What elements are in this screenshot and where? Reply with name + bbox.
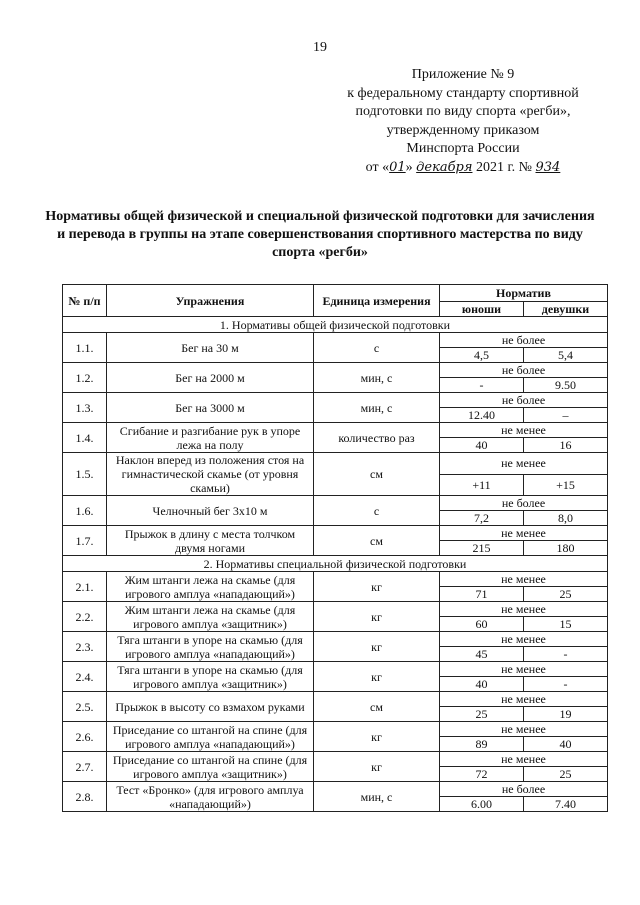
row-unit: кг: [314, 722, 440, 752]
row-female-value: -: [524, 677, 608, 692]
row-female-value: 5,4: [524, 348, 608, 363]
row-qualifier: не менее: [440, 453, 608, 475]
date-mid: »: [405, 159, 417, 175]
table-row: [63, 496, 608, 511]
row-male-value: 60: [440, 617, 524, 632]
row-exercise: Сгибание и разгибание рук в упоре лежа на полу: [107, 423, 314, 453]
section-title: 1. Нормативы общей физической подготовки: [63, 317, 608, 333]
order-date-line: [318, 159, 608, 178]
row-male-value: 71: [440, 587, 524, 602]
table-row: [63, 692, 608, 707]
row-unit: мин, с: [314, 782, 440, 812]
row-male-value: 89: [440, 737, 524, 752]
row-female-value: 7.40: [524, 797, 608, 812]
header-female: девушки: [524, 302, 608, 317]
row-exercise: Челночный бег 3x10 м: [107, 496, 314, 526]
table-row: [63, 526, 608, 541]
row-qualifier: не менее: [440, 752, 608, 767]
row-qualifier: не менее: [440, 722, 608, 737]
row-exercise: Приседание со штангой на спине (для игрового амплуа «защитник»): [107, 752, 314, 782]
date-prefix: от «: [365, 159, 390, 175]
row-number: 1.6.: [63, 496, 107, 526]
table-row: [63, 572, 608, 587]
row-female-value: 15: [524, 617, 608, 632]
document-title: Нормативы общей физической и специальной физической подготовки для зачисления и перевода в группы на этапе совершенствования спортивного мастерства по виду спорта «регби»: [45, 209, 595, 260]
row-male-value: 40: [440, 677, 524, 692]
row-male-value: +11: [440, 474, 524, 496]
header-exercise: Упражнения: [107, 285, 314, 317]
row-qualifier: не более: [440, 496, 608, 511]
row-qualifier: не более: [440, 363, 608, 378]
row-number: 2.6.: [63, 722, 107, 752]
row-unit: кг: [314, 572, 440, 602]
norms-table: [62, 284, 608, 812]
table-row: [63, 662, 608, 677]
row-female-value: 16: [524, 438, 608, 453]
row-number: 1.1.: [63, 333, 107, 363]
row-male-value: 4,5: [440, 348, 524, 363]
row-female-value: -: [524, 647, 608, 662]
row-number: 1.4.: [63, 423, 107, 453]
row-female-value: 8,0: [524, 511, 608, 526]
row-female-value: 25: [524, 767, 608, 782]
row-qualifier: не менее: [440, 602, 608, 617]
table-row: [63, 752, 608, 767]
row-exercise: Прыжок в длину с места толчком двумя ногами: [107, 526, 314, 556]
section-row: [63, 317, 608, 333]
table-row: [63, 333, 608, 348]
row-number: 2.1.: [63, 572, 107, 602]
header-num: № п/п: [63, 285, 107, 317]
row-number: 2.5.: [63, 692, 107, 722]
row-male-value: 7,2: [440, 511, 524, 526]
row-unit: см: [314, 692, 440, 722]
row-qualifier: не менее: [440, 692, 608, 707]
row-number: 1.3.: [63, 393, 107, 423]
row-number: 1.2.: [63, 363, 107, 393]
row-female-value: 180: [524, 541, 608, 556]
row-qualifier: не более: [440, 333, 608, 348]
table-row: [63, 632, 608, 647]
row-female-value: 25: [524, 587, 608, 602]
row-exercise: Жим штанги лежа на скамье (для игрового амплуа «нападающий»): [107, 572, 314, 602]
row-female-value: –: [524, 408, 608, 423]
row-male-value: 215: [440, 541, 524, 556]
row-number: 1.7.: [63, 526, 107, 556]
row-exercise: Тест «Бронко» (для игрового амплуа «нападающий»): [107, 782, 314, 812]
row-exercise: Бег на 2000 м: [107, 363, 314, 393]
row-unit: с: [314, 496, 440, 526]
row-number: 2.8.: [63, 782, 107, 812]
handwritten-month: декабря: [416, 159, 473, 175]
handwritten-day: 01: [389, 159, 406, 175]
row-qualifier: не менее: [440, 632, 608, 647]
table-row: [63, 363, 608, 378]
row-unit: количество раз: [314, 423, 440, 453]
row-qualifier: не менее: [440, 662, 608, 677]
row-exercise: Бег на 3000 м: [107, 393, 314, 423]
row-female-value: 9.50: [524, 378, 608, 393]
row-qualifier: не менее: [440, 572, 608, 587]
row-male-value: 72: [440, 767, 524, 782]
row-male-value: -: [440, 378, 524, 393]
appendix-line: подготовки по виду спорта «регби»,: [355, 104, 571, 119]
appendix-line: к федеральному стандарту спортивной: [347, 85, 579, 101]
row-number: 2.3.: [63, 632, 107, 662]
row-male-value: 12.40: [440, 408, 524, 423]
row-unit: с: [314, 333, 440, 363]
row-unit: кг: [314, 752, 440, 782]
row-male-value: 40: [440, 438, 524, 453]
row-number: 2.2.: [63, 602, 107, 632]
row-exercise: Наклон вперед из положения стоя на гимнастической скамье (от уровня скамьи): [107, 453, 314, 496]
table-row: [63, 423, 608, 438]
row-qualifier: не менее: [440, 423, 608, 438]
row-male-value: 6.00: [440, 797, 524, 812]
header-male: юноши: [440, 302, 524, 317]
page-number: 19: [313, 40, 327, 55]
row-unit: мин, с: [314, 363, 440, 393]
row-unit: кг: [314, 602, 440, 632]
row-female-value: 19: [524, 707, 608, 722]
row-number: 1.5.: [63, 453, 107, 496]
row-exercise: Тяга штанги в упоре на скамью (для игрового амплуа «нападающий»): [107, 632, 314, 662]
appendix-line: утвержденному приказом: [386, 122, 540, 138]
row-exercise: Приседание со штангой на спине (для игрового амплуа «нападающий»): [107, 722, 314, 752]
header-norm: Норматив: [440, 285, 608, 302]
section-title: 2. Нормативы специальной физической подготовки: [63, 556, 608, 572]
row-qualifier: не более: [440, 782, 608, 797]
date-year: 2021 г. №: [472, 159, 532, 175]
table-row: [63, 393, 608, 408]
table-row: [63, 453, 608, 475]
table-row: [63, 722, 608, 737]
row-qualifier: не более: [440, 393, 608, 408]
table-row: [63, 782, 608, 797]
appendix-title: Приложение № 9: [411, 67, 515, 82]
handwritten-order-number: 934: [535, 159, 561, 175]
row-unit: кг: [314, 662, 440, 692]
appendix-header: [318, 66, 608, 177]
row-exercise: Тяга штанги в упоре на скамью (для игрового амплуа «защитник»): [107, 662, 314, 692]
row-number: 2.7.: [63, 752, 107, 782]
header-unit: Единица измерения: [314, 285, 440, 317]
appendix-line: Минспорта России: [406, 141, 520, 156]
row-unit: см: [314, 453, 440, 496]
table-row: [63, 602, 608, 617]
row-female-value: 40: [524, 737, 608, 752]
row-unit: кг: [314, 632, 440, 662]
row-unit: мин, с: [314, 393, 440, 423]
section-row: [63, 556, 608, 572]
row-qualifier: не менее: [440, 526, 608, 541]
row-male-value: 25: [440, 707, 524, 722]
row-number: 2.4.: [63, 662, 107, 692]
row-female-value: +15: [524, 474, 608, 496]
row-unit: см: [314, 526, 440, 556]
row-exercise: Жим штанги лежа на скамье (для игрового амплуа «защитник»): [107, 602, 314, 632]
row-exercise: Бег на 30 м: [107, 333, 314, 363]
row-exercise: Прыжок в высоту со взмахом руками: [107, 692, 314, 722]
row-male-value: 45: [440, 647, 524, 662]
